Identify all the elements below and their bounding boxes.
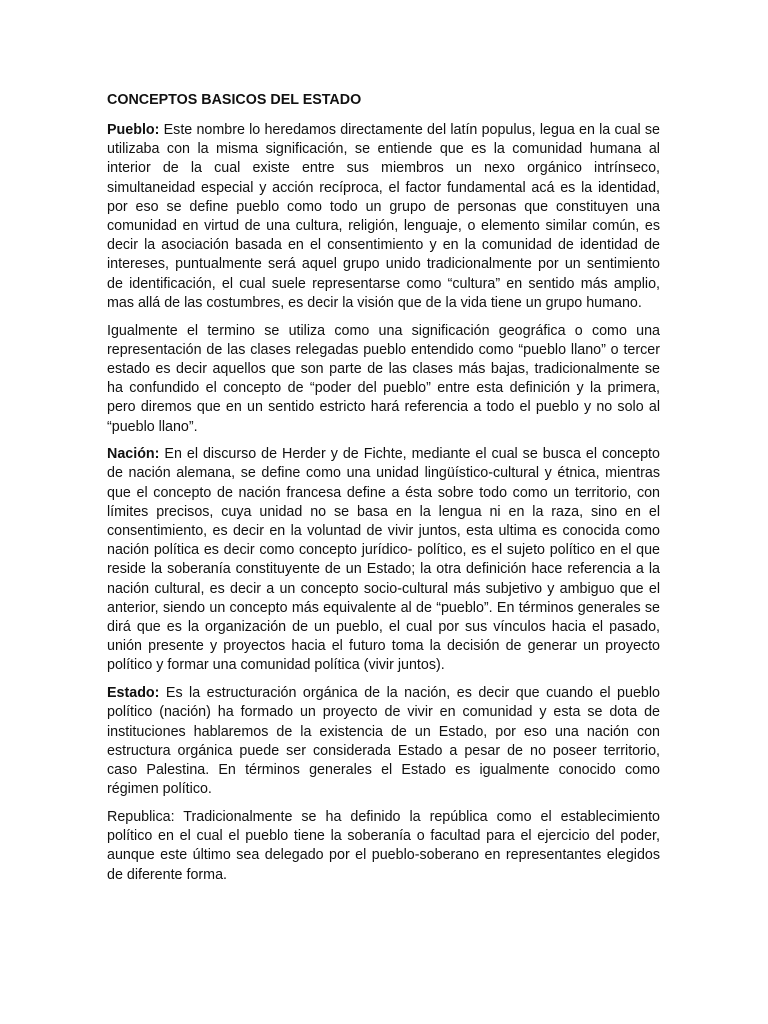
paragraph-republica <box>107 808 660 885</box>
paragraph-estado <box>107 684 660 799</box>
term-estado: Estado: <box>107 685 160 702</box>
paragraph-pueblo <box>107 121 660 313</box>
paragraph-text: Es la estructuración orgánica de la nación, es decir que cuando el pueblo político (nación) ha formado un proyecto de vivir en comunidad y esta se dota de instituciones hablaremos de la existencia de un Estado, por eso una nación con estructura orgánica puede ser considerada Estado a pesar de no poseer territorio, caso Palestina. En términos generales el Estado es igualmente conocido como régimen político. <box>107 685 660 798</box>
term-nacion: Nación: <box>107 446 160 463</box>
paragraph-nacion <box>107 445 660 675</box>
term-pueblo: Pueblo: <box>107 122 160 138</box>
document-title: CONCEPTOS BASICOS DEL ESTADO <box>107 92 362 108</box>
paragraph-text: Igualmente el termino se utiliza como una significación geográfica o como una representación de las clases relegadas pueblo entendido como “pueblo llano” o tercer estado es decir aquellos que son parte de las clases más bajas, tradicionalmente se ha confundido el concepto de “poder del pueblo” entre esta definición y la primera, pero diremos que en un sentido estricto hará referencia a todo el pueblo y no solo al “pueblo llano”. <box>107 322 660 435</box>
paragraph-text: Republica: Tradicionalmente se ha definido la república como el establecimiento político en el cual el pueblo tiene la soberanía o facultad para el ejercicio del poder, aunque este último sea delegado por el pueblo-soberano en representantes elegidos de diferente forma. <box>107 808 660 883</box>
paragraph-pueblo-continued <box>107 322 660 437</box>
document-page <box>107 88 660 893</box>
paragraph-text: En el discurso de Herder y de Fichte, mediante el cual se busca el concepto de nación alemana, se define como una unidad lingüístico-cultural y étnica, mientras que el concepto de nación francesa define a ésta sobre todo como un territorio, con límites precisos, cuya unidad no se basa en la lengua ni en la raza, sino en el consentimiento, es decir en la voluntad de vivir juntos, esta ultima es conocida como nación política es decir como concepto jurídico- político, es el sujeto político en el que reside la soberanía constituyente de un Estado; la otra definición hace referencia a la nación cultural, es decir a un concepto socio-cultural más subjetivo y ambiguo que el anterior, siendo un concepto más equivalente al de “pueblo”. En términos generales se dirá que es la organización de un pueblo, el cual por sus vínculos hacia el pasado, unión presente y proyectos hacia el futuro toma la decisión de generar un proyecto político y formar una comunidad política (vivir juntos). <box>107 446 660 674</box>
paragraph-text: Este nombre lo heredamos directamente del latín populus, legua en la cual se utilizaba con la misma significación, se entiende que es la comunidad humana al interior de la cual existe entre sus miembros un nexo orgánico intrínseco, simultaneidad especial y acción recíproca, el factor fundamental acá es la identidad, por eso se define pueblo como todo un grupo de personas que constituyen una comunidad en virtud de una cultura, religión, lenguaje, o elemento similar común, es decir la asociación basada en el consentimiento y en la comunidad de identidad de intereses, puntualmente será aquel grupo unido tradicionalmente por un sentimiento de identificación, el cual suele representarse como “cultura” en sentido más amplio, mas allá de las costumbres, es decir la visión que de la vida tiene un grupo humano. <box>107 122 660 311</box>
